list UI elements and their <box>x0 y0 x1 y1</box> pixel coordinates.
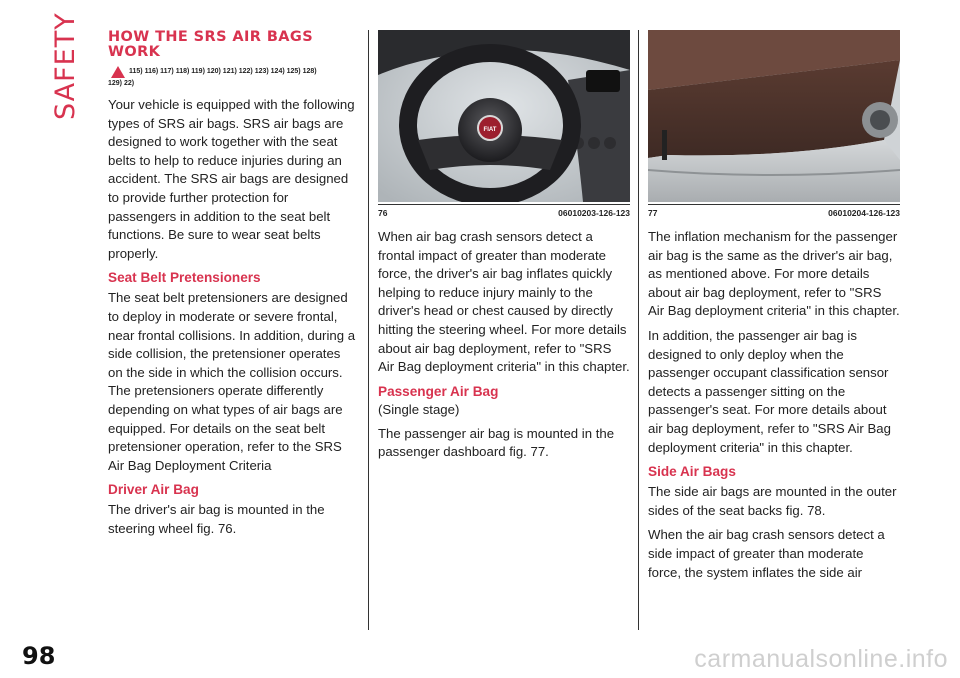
passenger-sensor-paragraph: In addition, the passenger air bag is designed to only deploy when the passenger occupant classification sensor detects a passenger sitting on the passenger's seat. For more details about air bag deployment, refer to "SRS Air Bag deployment criteria" in this chapter. <box>648 327 891 455</box>
figure-number: 77 <box>648 208 658 218</box>
column-3 <box>648 30 900 588</box>
passenger-airbag-heading: Passenger Air Bag <box>378 383 499 399</box>
column-1 <box>108 30 358 544</box>
section-heading: HOW THE SRS AIR BAGS WORK <box>108 29 314 60</box>
passenger-airbag-paragraph: The passenger air bag is mounted in the passenger dashboard fig. 77. <box>378 425 615 460</box>
dashboard-illustration <box>648 30 900 202</box>
figure-76-caption <box>378 208 630 218</box>
passenger-airbag-subtitle: (Single stage) <box>378 401 460 417</box>
figure-rule <box>648 204 900 205</box>
section-name: SAFETY <box>50 12 81 120</box>
figure-code: 06010203-126-123 <box>558 208 630 218</box>
figure-77-caption <box>648 208 900 218</box>
watermark: carmanualsonline.info <box>694 645 948 673</box>
intro-paragraph: Your vehicle is equipped with the following types of SRS air bags. SRS air bags are designed to work together with the seat belts to help to reduce injuries during an accident. The SRS air bags are designed to provide further protection for passengers in addition to the seat belt functions. Be sure to wear seat belts properly. <box>108 97 355 261</box>
figure-77-passenger-dashboard <box>648 30 900 202</box>
section-side-label <box>22 12 82 150</box>
crash-sensor-paragraph: When air bag crash sensors detect a frontal impact of greater than moderate force, the driver's air bag inflates quickly helping to reduce injury mainly to the driver's head or chest caused by directly hitting the steering wheel. For more details about air bag deployment, refer to "SRS Air Bag deployment criteria" in this chapter. <box>378 229 630 375</box>
side-airbags-location-paragraph: The side air bags are mounted in the outer sides of the seat backs fig. 78. <box>648 484 897 518</box>
pretensioners-paragraph: The seat belt pretensioners are designed to deploy in moderate or severe frontal, near frontal collisions. In addition, during a side collision, the pretensioner operates on the side in which the collision occurs. The pretensioners operate differently depending on what types of air bags are equipped. For details on the seat belt pretensioner operation, refer to the SRS Air Bag Deployment Criteria <box>108 290 356 473</box>
fiat-badge: FIAT <box>483 127 497 133</box>
inflation-paragraph: The inflation mechanism for the passenger air bag is the same as the driver's air bag, as mentioned above. For more details about air bag deployment, refer to "SRS Air Bag deployment criteria" in this chapter. <box>648 229 900 319</box>
steering-wheel-illustration <box>378 30 630 202</box>
page-number: 98 <box>22 642 56 670</box>
figure-number: 76 <box>378 208 388 218</box>
column-divider <box>368 30 369 630</box>
figure-76-steering-wheel <box>378 30 630 202</box>
figure-rule <box>378 204 630 205</box>
warning-references: 115) 116) 117) 118) 119) 120) 121) 122) 123) 124) 125) 128) 129) 22) <box>108 68 317 87</box>
side-airbags-heading: Side Air Bags <box>648 464 736 480</box>
driver-airbag-heading: Driver Air Bag <box>108 482 199 498</box>
driver-airbag-paragraph: The driver's air bag is mounted in the steering wheel fig. 76. <box>108 502 325 536</box>
figure-code: 06010204-126-123 <box>828 208 900 218</box>
pretensioners-heading: Seat Belt Pretensioners <box>108 270 261 286</box>
warning-triangle-icon <box>111 66 125 78</box>
column-2 <box>378 30 630 468</box>
side-airbags-deploy-paragraph: When the air bag crash sensors detect a side impact of greater than moderate force, the system inflates the side air <box>648 527 885 580</box>
column-divider <box>638 30 639 630</box>
